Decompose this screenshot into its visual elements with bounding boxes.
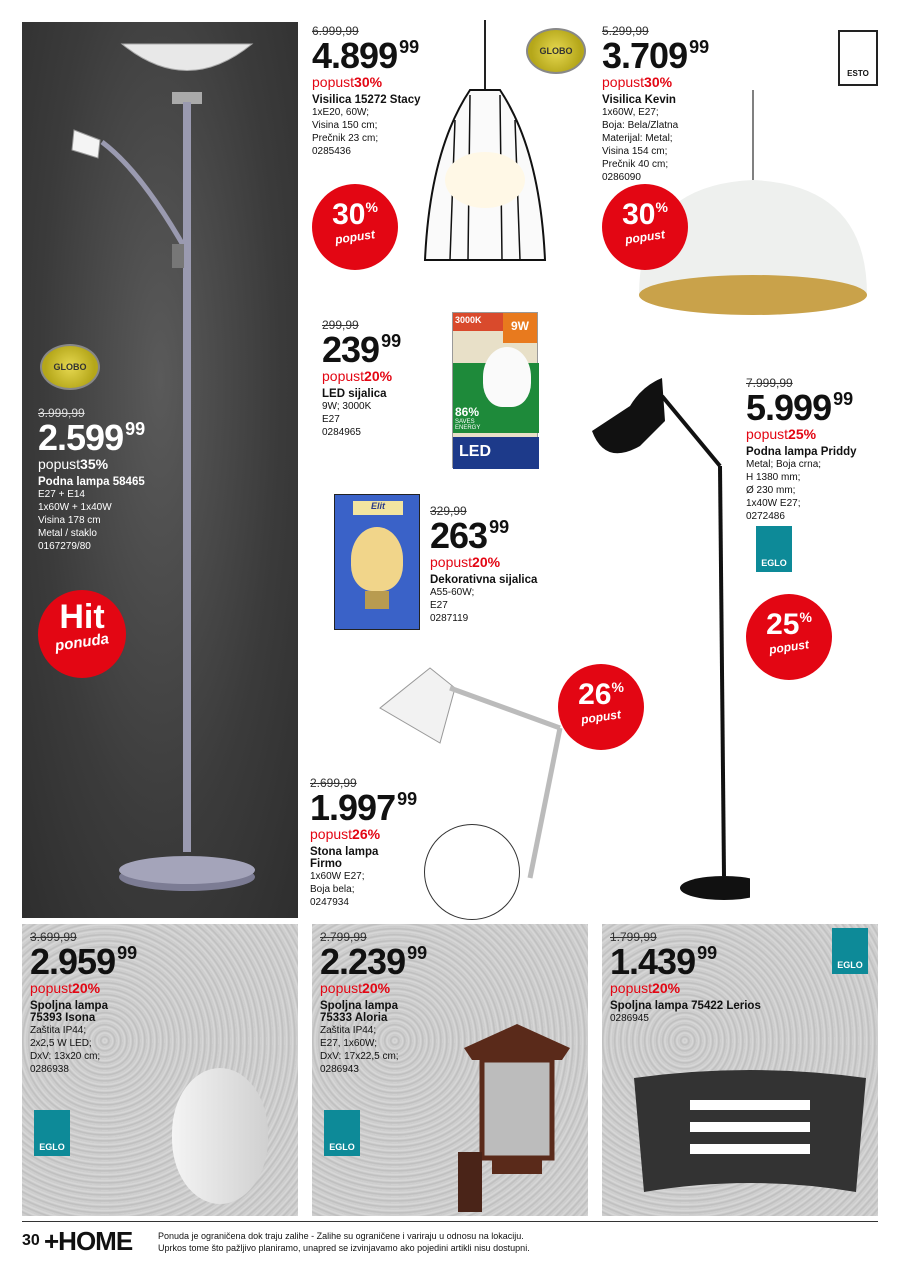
wall-lamp-lerios-image (630, 1070, 870, 1200)
old-price: 2.699,99 (310, 776, 357, 790)
product-specs: 1x60W E27; Boja bela; 0247934 (310, 871, 365, 908)
product-spoljna-lampa-aloria[interactable] (320, 930, 470, 1076)
old-price: 2.799,99 (320, 930, 367, 944)
discount-text: popust20% (320, 980, 391, 996)
product-title: Spoljna lampa 75393 Isona (30, 1000, 108, 1024)
product-specs: Zaštita IP44; 2x2,5 W LED; DxV: 13x20 cm; 0286938 (30, 1025, 101, 1075)
decorative-bulb-package: Elit (334, 494, 420, 630)
desk-lamp-clamp-detail (424, 824, 520, 920)
new-price: 239 $^{99}$ (322, 329, 402, 370)
eglo-logo: EGLO (756, 526, 792, 572)
eglo-logo: EGLO (34, 1110, 70, 1156)
discount-text: popust30% (602, 74, 673, 90)
wall-lamp-isona-image (172, 1068, 268, 1204)
old-price: 6.999,99 (312, 24, 359, 38)
product-title: Podna lampa 58465 (38, 476, 145, 488)
discount-text: popust25% (746, 426, 817, 442)
product-title: Stona lampa Firmo (310, 846, 379, 870)
product-title: Visilica Kevin (602, 94, 676, 106)
discount-badge-30: 30% popust (602, 184, 688, 270)
floor-lamp-priddy-image (590, 366, 750, 916)
product-specs: Metal; Boja crna; H 1380 mm; Ø 230 mm; 1x40W E27; 0272486 (746, 459, 822, 522)
home-brand-logo: +HOME (44, 1226, 133, 1256)
eglo-logo: EGLO (832, 928, 868, 974)
footer-divider (22, 1221, 878, 1222)
old-price: 329,99 (430, 504, 467, 518)
wall-lamp-aloria-image (452, 1020, 582, 1214)
discount-badge-26: 26% popust (558, 664, 644, 750)
product-title: Dekorativna sijalica (430, 574, 538, 586)
product-specs: 1x60W, E27; Boja: Bela/Zlatna Materijal: Metal; Visina 154 cm; Prečnik 40 cm; 0286090 (602, 107, 679, 183)
hit-ponuda-badge: Hit ponuda (38, 590, 126, 678)
new-price: 2.959 $^{99}$ (30, 941, 138, 982)
new-price: 2.239 $^{99}$ (320, 941, 428, 982)
new-price: 1.439 $^{99}$ (610, 941, 718, 982)
globo-logo: GLOBO (40, 344, 100, 390)
discount-text: popust30% (312, 74, 383, 90)
product-specs: E27 + E14 1x60W + 1x40W Visina 178 cm Metal / staklo 0167279/80 (38, 489, 112, 552)
old-price: 1.799,99 (610, 930, 657, 944)
product-title: Spoljna lampa 75333 Aloria (320, 1000, 398, 1024)
product-specs: Zaštita IP44; E27, 1x60W; DxV: 17x22,5 cm; 0286943 (320, 1025, 399, 1075)
new-price: 5.999 $^{99}$ (746, 387, 854, 428)
led-bulb-package: 3000K 9W 86% SAVES ENERGY LED (452, 312, 538, 468)
product-spoljna-lampa-isona[interactable] (30, 930, 180, 1076)
new-price: 263 $^{99}$ (430, 515, 510, 556)
new-price: 2.599 $^{99}$ (38, 417, 146, 458)
product-specs: 0286945 (610, 1013, 649, 1024)
product-spoljna-lampa-lerios[interactable] (610, 930, 810, 1025)
eglo-logo: EGLO (324, 1110, 360, 1156)
product-stona-lampa-firmo[interactable] (310, 776, 430, 909)
esto-logo: ESTO (838, 30, 878, 86)
product-title: Visilica 15272 Stacy (312, 94, 421, 106)
product-title: Podna lampa Priddy (746, 446, 857, 458)
discount-text: popust35% (38, 456, 109, 472)
new-price: 3.709 $^{99}$ (602, 35, 710, 76)
product-specs: A55-60W; E27 0287119 (430, 587, 475, 624)
product-title: LED sijalica (322, 388, 387, 400)
product-floor-lamp-58465[interactable] (38, 406, 208, 553)
page-number: 30 (22, 1232, 40, 1249)
product-dekorativna-sijalica[interactable] (430, 504, 570, 625)
new-price: 1.997 $^{99}$ (310, 787, 418, 828)
globo-logo: GLOBO (526, 28, 586, 74)
product-specs: 1xE20, 60W; Visina 150 cm; Prečnik 23 cm; 0285436 (312, 107, 379, 157)
old-price: 7.999,99 (746, 376, 793, 390)
discount-text: popust20% (610, 980, 681, 996)
product-led-sijalica[interactable] (322, 318, 442, 439)
discount-text: popust20% (430, 554, 501, 570)
discount-badge-25: 25% popust (746, 594, 832, 680)
discount-badge-30: 30% popust (312, 184, 398, 270)
product-specs: 9W; 3000K E27 0284965 (322, 401, 372, 438)
old-price: 5.299,99 (602, 24, 649, 38)
product-podna-lampa-priddy[interactable] (746, 376, 886, 523)
new-price: 4.899 $^{99}$ (312, 35, 420, 76)
old-price: 299,99 (322, 318, 359, 332)
old-price: 3.699,99 (30, 930, 77, 944)
discount-text: popust20% (322, 368, 393, 384)
discount-text: popust20% (30, 980, 101, 996)
old-price: 3.999,99 (38, 406, 85, 420)
product-title: Spoljna lampa 75422 Lerios (610, 1000, 761, 1012)
discount-text: popust26% (310, 826, 381, 842)
footer-disclaimer: Ponuda je ograničena dok traju zalihe - Zalihe su ograničene i variraju u odnosu na lokaciju. Uprkos tome što pažljivo planiramo, unapred se izvinjavamo ako pojedini artikli nisu dostupni. (158, 1231, 530, 1253)
